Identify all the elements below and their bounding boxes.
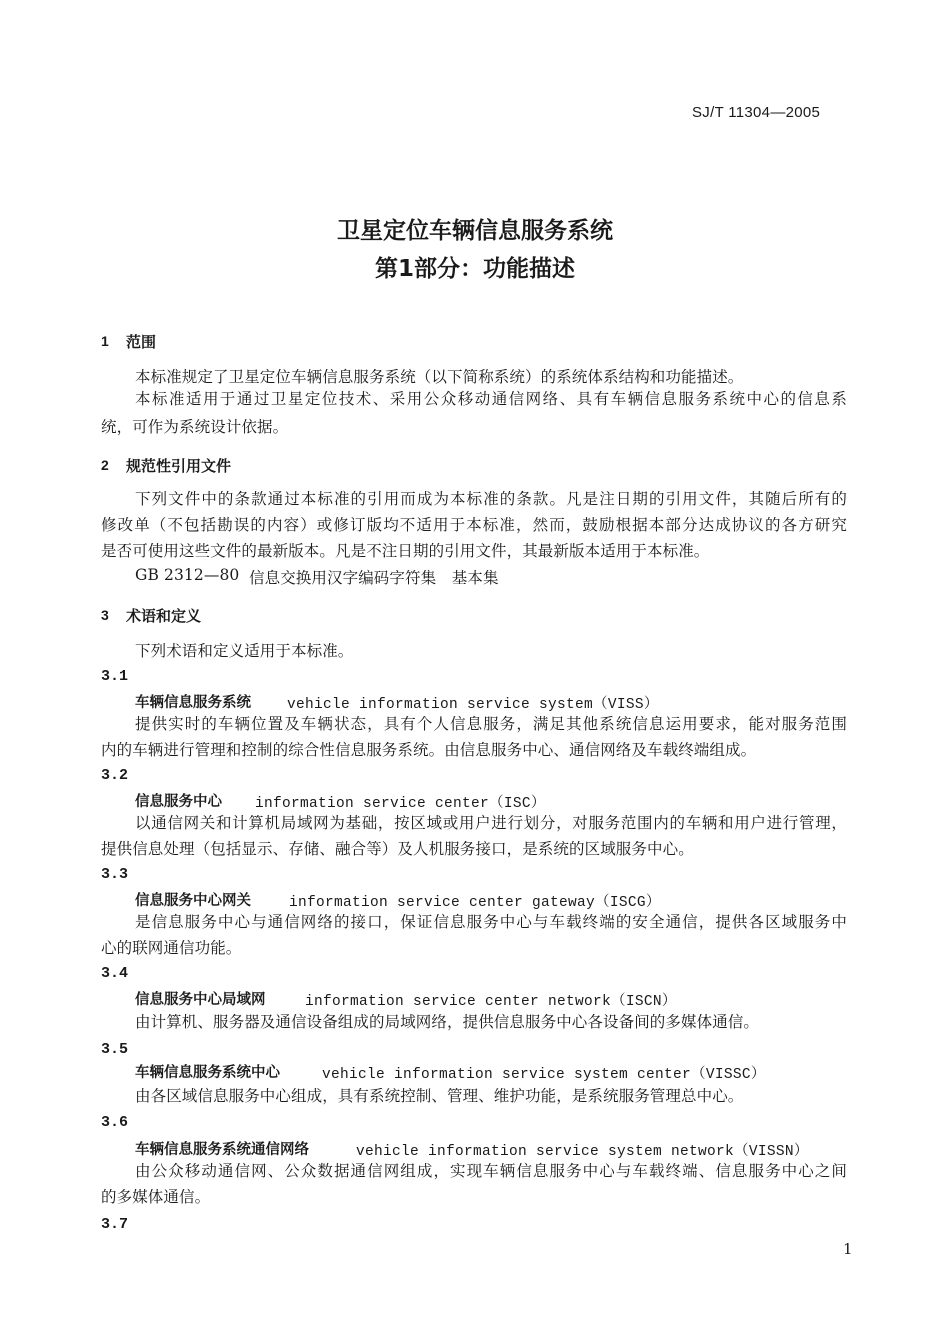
paragraph: 下列术语和定义适用于本标准。 bbox=[135, 642, 354, 660]
definition: 内的车辆进行管理和控制的综合性信息服务系统。由信息服务中心、通信网络及车载终端组成。 bbox=[101, 741, 757, 759]
section-title-references: 规范性引用文件 bbox=[126, 457, 232, 475]
term-english: information service center gateway（ISCG） bbox=[289, 895, 661, 911]
paragraph: 本标准规定了卫星定位车辆信息服务系统（以下简称系统）的系统体系结构和功能描述。 bbox=[135, 368, 744, 386]
definition: 心的联网通信功能。 bbox=[101, 939, 242, 957]
definition: 提供实时的车辆位置及车辆状态，具有个人信息服务，满足其他系统信息运用要求，能对服务范围 bbox=[135, 715, 847, 733]
term-chinese: 车辆信息服务系统中心 bbox=[135, 1065, 280, 1081]
term-chinese: 信息服务中心网关 bbox=[135, 893, 251, 909]
definition: 提供信息处理（包括显示、存储、融合等）及人机服务接口，是系统的区域服务中心。 bbox=[101, 840, 694, 858]
section-number: 1 bbox=[101, 333, 109, 349]
standard-code: SJ/T 11304—2005 bbox=[692, 104, 821, 121]
term-chinese: 信息服务中心 bbox=[135, 794, 222, 810]
page-number: 1 bbox=[843, 1240, 853, 1258]
section-title-terms: 术语和定义 bbox=[126, 607, 202, 625]
term-english: information service center network（ISCN） bbox=[305, 994, 677, 1010]
definition: 的多媒体通信。 bbox=[101, 1188, 211, 1206]
subsection-number: 3.7 bbox=[101, 1216, 129, 1233]
section-number: 2 bbox=[101, 457, 109, 473]
subsection-number: 3.5 bbox=[101, 1041, 129, 1058]
term-chinese: 车辆信息服务系统通信网络 bbox=[135, 1142, 309, 1158]
reference-title: 信息交换用汉字编码字符集 基本集 bbox=[249, 569, 499, 587]
subsection-number: 3.6 bbox=[101, 1114, 129, 1131]
definition: 由各区域信息服务中心组成，具有系统控制、管理、维护功能，是系统服务管理总中心。 bbox=[135, 1087, 744, 1105]
paragraph: 修改单（不包括勘误的内容）或修订版均不适用于本标准，然而，鼓励根据本部分达成协议的各方研究 bbox=[101, 516, 847, 534]
definition: 以通信网关和计算机局域网为基础，按区域或用户进行划分，对服务范围内的车辆和用户进行管理， bbox=[135, 814, 847, 832]
definition: 是信息服务中心与通信网络的接口，保证信息服务中心与车载终端的安全通信，提供各区域服务中 bbox=[135, 913, 847, 931]
paragraph: 是否可使用这些文件的最新版本。凡是不注日期的引用文件，其最新版本适用于本标准。 bbox=[101, 542, 710, 560]
term-chinese: 信息服务中心局域网 bbox=[135, 992, 266, 1008]
term-english: vehicle information service system（VISS） bbox=[287, 697, 659, 713]
subsection-number: 3.1 bbox=[101, 668, 129, 685]
subsection-number: 3.2 bbox=[101, 767, 129, 784]
term-english: vehicle information service system network（VISSN） bbox=[356, 1144, 809, 1160]
section-title-scope: 范围 bbox=[126, 333, 157, 351]
section-number: 3 bbox=[101, 607, 109, 623]
document-subtitle: 第1部分：功能描述 bbox=[374, 256, 575, 282]
term-english: information service center（ISC） bbox=[255, 796, 546, 812]
reference-code: GB 2312—80 bbox=[135, 566, 240, 584]
paragraph: 本标准适用于通过卫星定位技术、采用公众移动通信网络、具有车辆信息服务系统中心的信息系 bbox=[135, 390, 847, 408]
term-english: vehicle information service system center（VISSC） bbox=[322, 1067, 766, 1083]
definition: 由公众移动通信网、公众数据通信网组成，实现车辆信息服务中心与车载终端、信息服务中心之间 bbox=[135, 1162, 847, 1180]
subsection-number: 3.4 bbox=[101, 965, 129, 982]
definition: 由计算机、服务器及通信设备组成的局域网络，提供信息服务中心各设备间的多媒体通信。 bbox=[135, 1013, 760, 1031]
paragraph: 下列文件中的条款通过本标准的引用而成为本标准的条款。凡是注日期的引用文件，其随后所有的 bbox=[135, 490, 847, 508]
term-chinese: 车辆信息服务系统 bbox=[135, 695, 251, 711]
paragraph: 统，可作为系统设计依据。 bbox=[101, 418, 289, 436]
document-title: 卫星定位车辆信息服务系统 bbox=[337, 218, 613, 244]
subsection-number: 3.3 bbox=[101, 866, 129, 883]
